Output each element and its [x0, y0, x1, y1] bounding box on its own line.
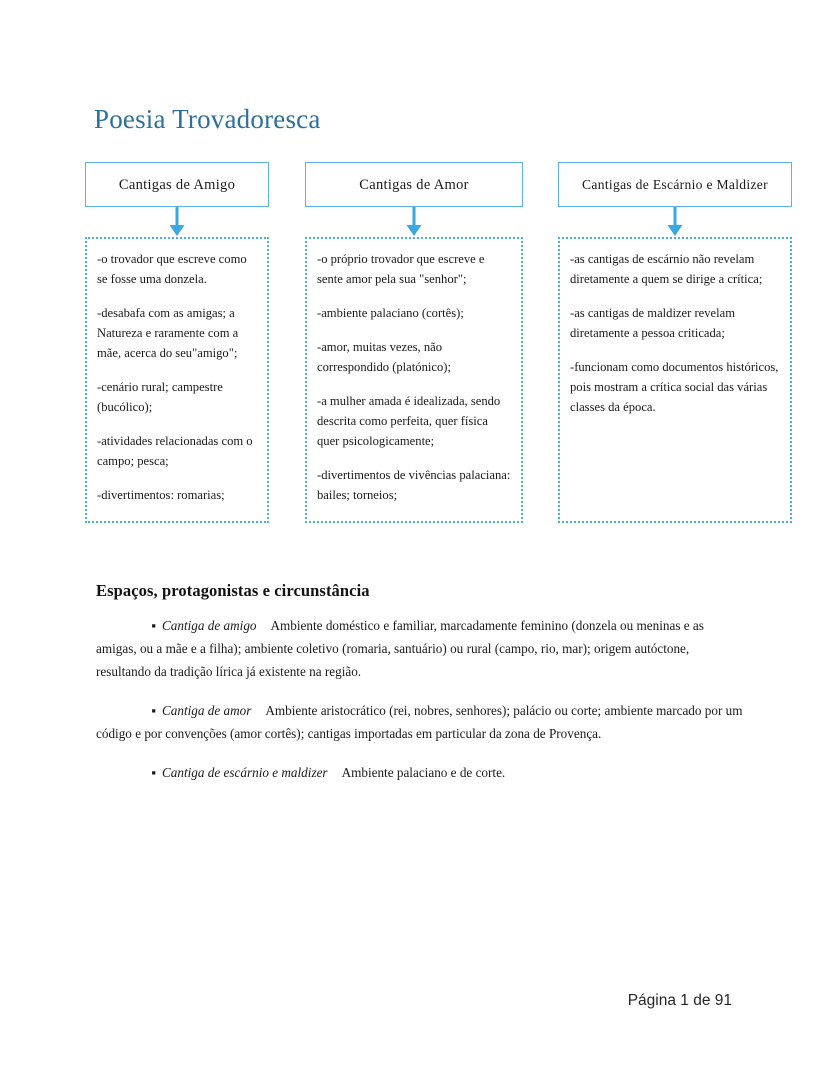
- detail-item: -funcionam como documentos históricos, pois mostram a crítica social das várias classes da época.: [570, 360, 779, 414]
- arrow-down-icon: [558, 207, 792, 237]
- term-description: Ambiente aristocrático (rei, nobres, senhores); palácio ou corte; ambiente marcado por um código e por convenções (amor cortês); cantigas importadas em particular da zona de Provença.: [96, 703, 743, 741]
- detail-item: -divertimentos de vivências palaciana: bailes; torneios;: [317, 468, 511, 502]
- section-item-cantiga-de-escarnio-e-maldizer: [96, 761, 744, 784]
- spaces-protagonists-section: [96, 580, 744, 800]
- bullet-glyph: ▪: [151, 703, 156, 718]
- detail-item: -divertimentos: romarias;: [97, 488, 225, 502]
- arrow-down-icon: [85, 207, 269, 237]
- detail-item: -as cantigas de escárnio não revelam diretamente a quem se dirige a crítica;: [570, 252, 763, 286]
- category-box-cantigas-de-amigo: Cantigas de Amigo: [85, 162, 269, 207]
- term-label: Cantiga de amigo: [162, 618, 257, 633]
- detail-box-cantigas-de-amigo: [85, 237, 269, 523]
- detail-box-cantigas-de-escarnio-e-maldizer: [558, 237, 792, 523]
- term-description: Ambiente palaciano e de corte.: [341, 765, 506, 780]
- category-box-cantigas-de-escarnio-e-maldizer: Cantigas de Escárnio e Maldizer: [558, 162, 792, 207]
- detail-item: -o próprio trovador que escreve e sente amor pela sua "senhor";: [317, 252, 485, 286]
- detail-item: -cenário rural; campestre (bucólico);: [97, 380, 223, 414]
- detail-item: -ambiente palaciano (cortês);: [317, 306, 464, 320]
- diagram-column-cantigas-de-amigo: [85, 162, 269, 523]
- term-label: Cantiga de amor: [162, 703, 252, 718]
- arrow-down-icon: [305, 207, 523, 237]
- detail-item: -o trovador que escreve como se fosse uma donzela.: [97, 252, 247, 286]
- bullet-glyph: ▪: [151, 618, 156, 633]
- bullet-glyph: ▪: [151, 765, 156, 780]
- detail-item: -desabafa com as amigas; a Natureza e raramente com a mãe, acerca do seu"amigo";: [97, 306, 239, 360]
- term-description: Ambiente doméstico e familiar, marcadamente feminino (donzela ou meninas e as amigas, ou a mãe e a filha); ambiente coletivo (romaria, santuário) ou rural (campo, rio, mar); origem autóctone, resultando da tradição lírica já existente na região.: [96, 618, 704, 679]
- detail-item: -as cantigas de maldizer revelam diretamente a pessoa criticada;: [570, 306, 736, 340]
- page-title: Poesia Trovadoresca: [94, 104, 321, 134]
- term-label: Cantiga de escárnio e maldizer: [162, 765, 328, 780]
- diagram-column-cantigas-de-amor: [305, 162, 523, 523]
- detail-item: -a mulher amada é idealizada, sendo descrita como perfeita, quer física quer psicologicamente;: [317, 394, 501, 448]
- detail-box-cantigas-de-amor: [305, 237, 523, 523]
- detail-item: -amor, muitas vezes, não correspondido (platónico);: [317, 340, 451, 374]
- section-item-cantiga-de-amigo: [96, 614, 744, 683]
- page-footer: Página 1 de 91: [627, 992, 732, 1009]
- diagram-column-cantigas-de-escarnio-e-maldizer: [558, 162, 792, 523]
- section-heading: Espaços, protagonistas e circunstância: [96, 581, 370, 600]
- detail-item: -atividades relacionadas com o campo; pesca;: [97, 434, 253, 468]
- section-item-cantiga-de-amor: [96, 699, 744, 745]
- category-box-cantigas-de-amor: Cantigas de Amor: [305, 162, 523, 207]
